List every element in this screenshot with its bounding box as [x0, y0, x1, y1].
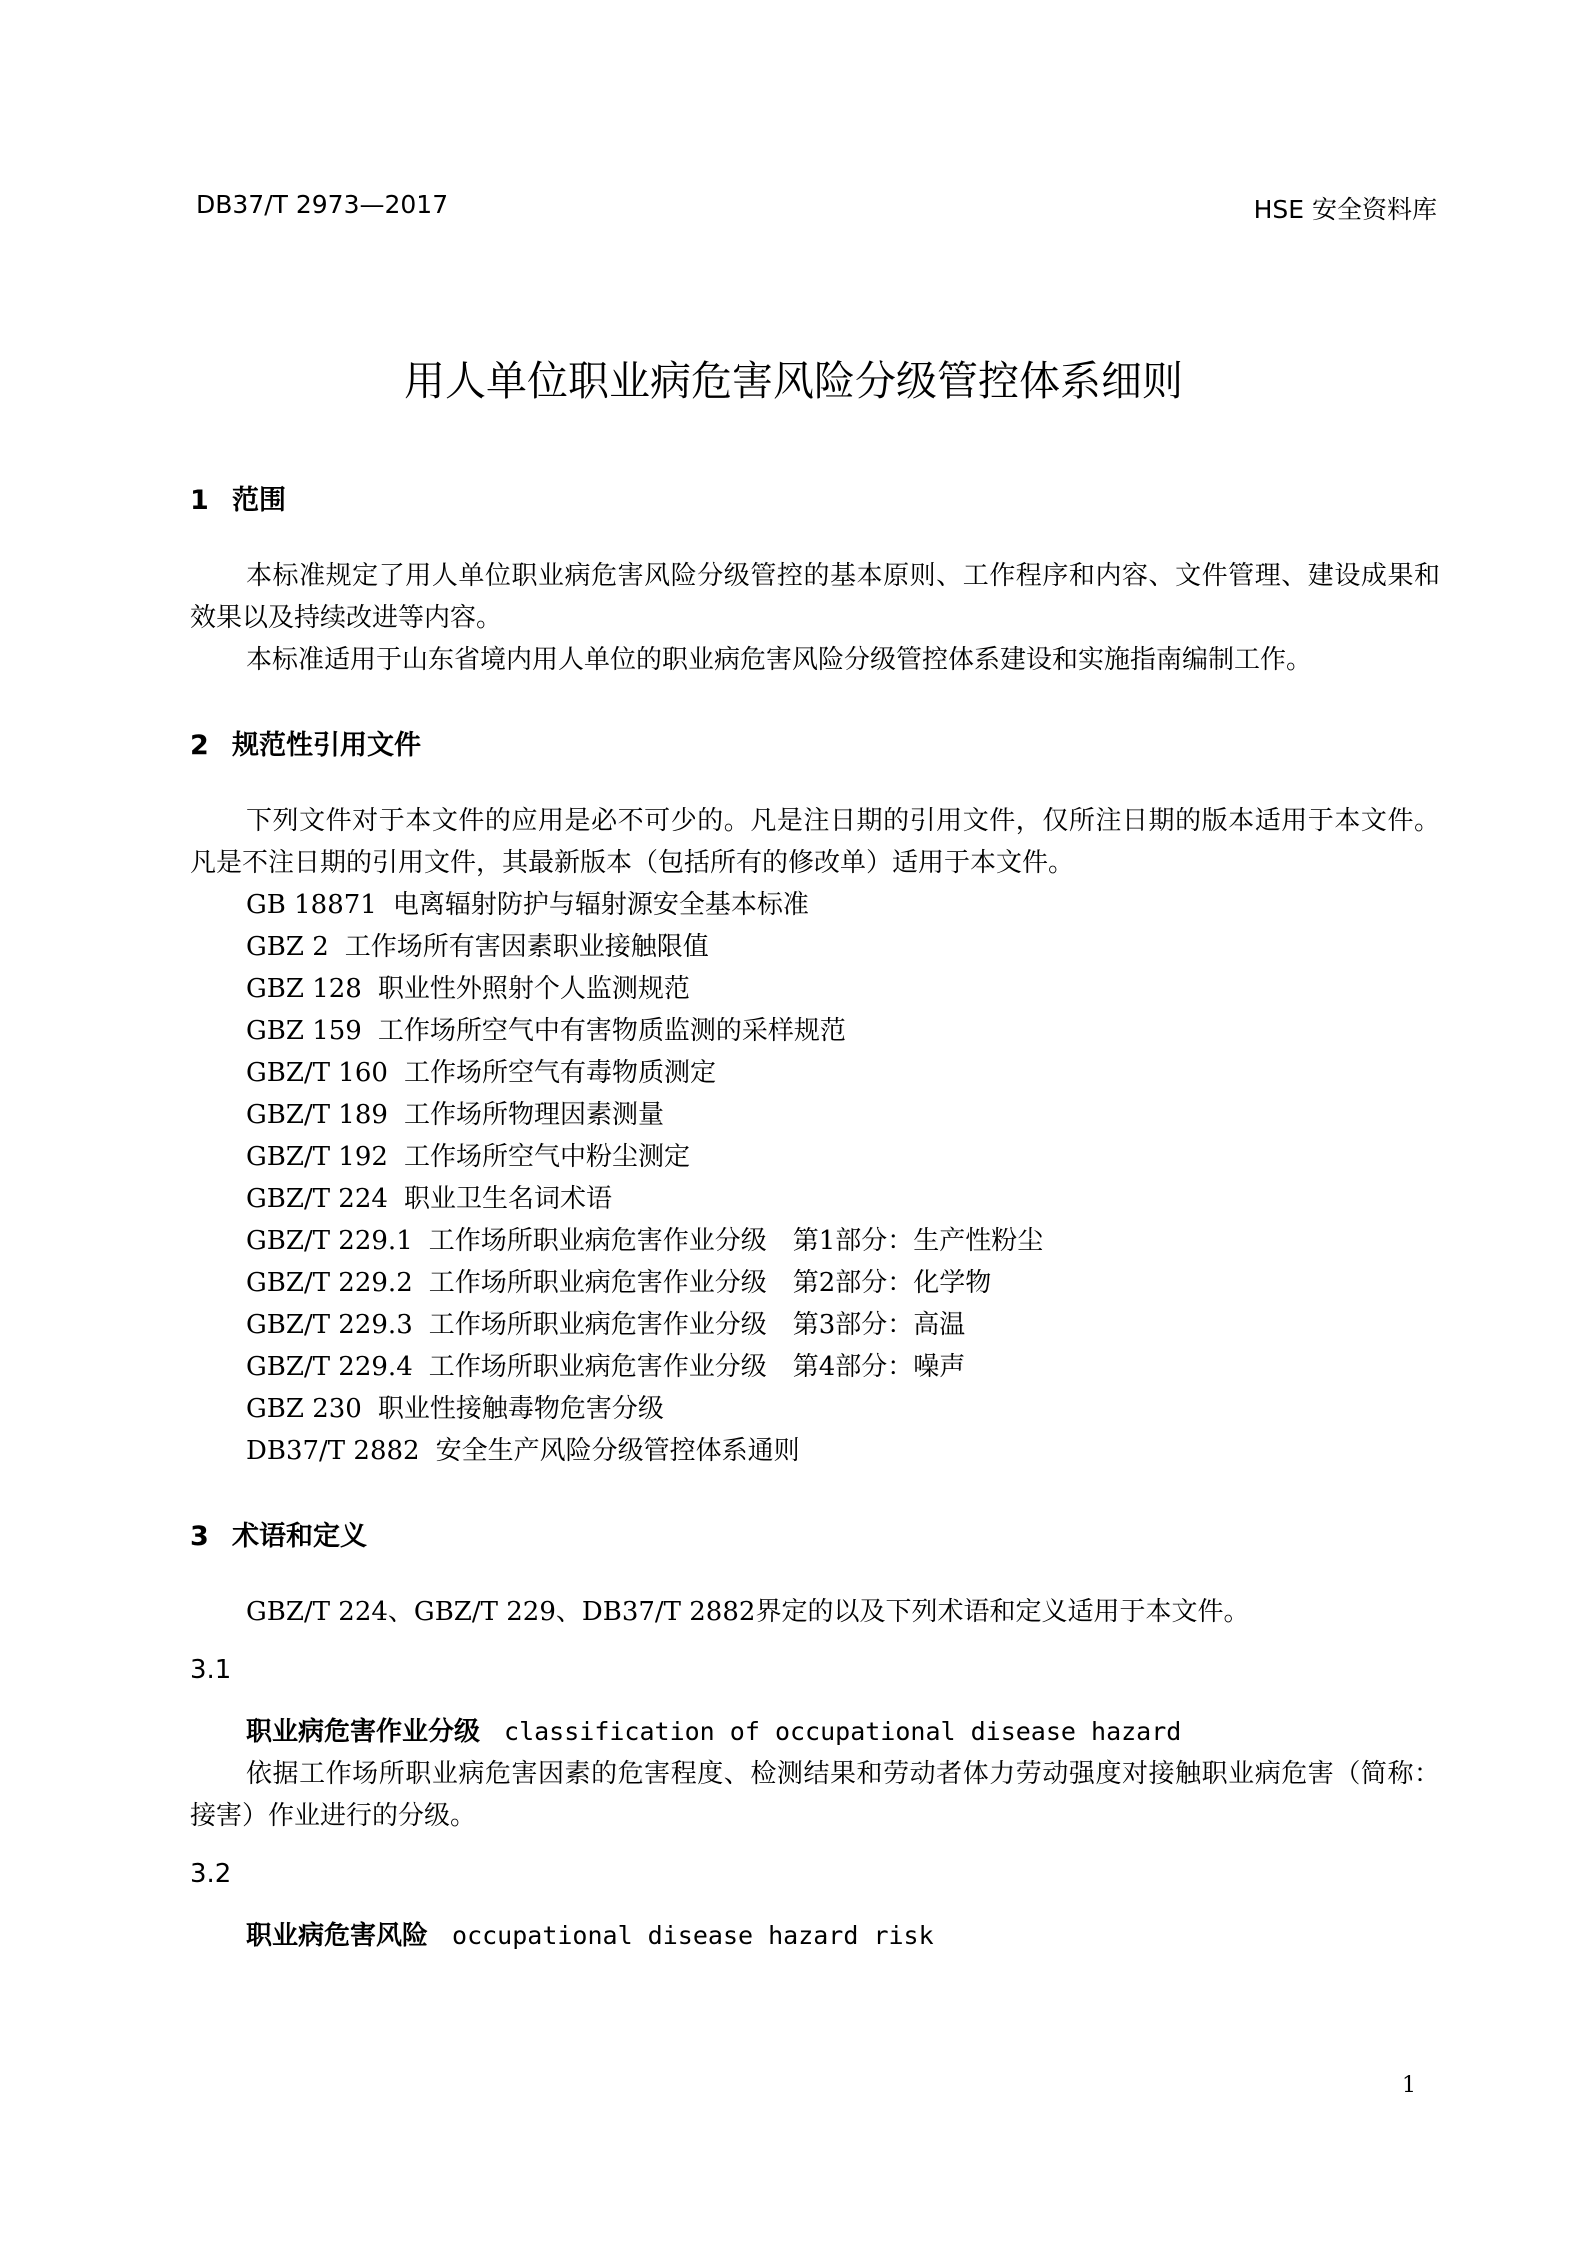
reference-code: GBZ/T 229.1	[246, 1226, 413, 1256]
section-number: 3	[190, 1521, 209, 1552]
document-title: 用人单位职业病危害风险分级管控体系细则	[404, 357, 1183, 405]
term-chinese: 职业病危害作业分级	[246, 1717, 481, 1747]
reference-name: 工作场所职业病危害作业分级 第1部分：生产性粉尘	[428, 1226, 1044, 1256]
header-library-name: HSE 安全资料库	[1253, 195, 1437, 224]
reference-name: 工作场所空气中粉尘测定	[403, 1142, 690, 1172]
list-item	[190, 884, 1440, 926]
term-entry	[190, 1915, 1440, 1957]
section-1-heading	[190, 478, 1440, 517]
reference-name: 工作场所空气有毒物质测定	[403, 1058, 716, 1088]
reference-code: GBZ/T 229.2	[246, 1268, 413, 1298]
reference-name: 工作场所职业病危害作业分级 第4部分：噪声	[428, 1352, 966, 1382]
reference-name: 工作场所物理因素测量	[403, 1100, 664, 1130]
reference-code: GBZ 159	[246, 1016, 362, 1046]
reference-name: 电离辐射防护与辐射源安全基本标准	[392, 890, 809, 920]
document-body	[190, 478, 1440, 1957]
section-number: 1	[190, 485, 209, 516]
reference-code: GBZ/T 189	[246, 1100, 388, 1130]
page-number: 1	[1402, 2073, 1416, 2098]
section-2-heading	[190, 723, 1440, 762]
paragraph: 下列文件对于本文件的应用是必不可少的。凡是注日期的引用文件，仅所注日期的版本适用于本文件。凡是不注日期的引用文件，其最新版本（包括所有的修改单）适用于本文件。	[190, 806, 1440, 878]
list-item	[190, 1430, 1440, 1472]
reference-name: 安全生产风险分级管控体系通则	[435, 1436, 800, 1466]
term-english: classification of occupational disease hazard	[504, 1717, 1182, 1746]
list-item	[190, 1136, 1440, 1178]
term-definition: 依据工作场所职业病危害因素的危害程度、检测结果和劳动者体力劳动强度对接触职业病危害（简称：接害）作业进行的分级。	[190, 1759, 1440, 1831]
reference-list	[190, 884, 1440, 1472]
header-standard-code: DB37/T 2973—2017	[196, 190, 449, 219]
reference-code: GBZ/T 224	[246, 1184, 388, 1214]
reference-code: GBZ 2	[246, 932, 329, 962]
reference-code: GBZ 230	[246, 1394, 362, 1424]
list-item	[190, 1388, 1440, 1430]
section-title: 术语和定义	[232, 1521, 367, 1552]
list-item	[190, 1052, 1440, 1094]
reference-code: GBZ 128	[246, 974, 362, 1004]
section-title: 规范性引用文件	[232, 730, 421, 761]
paragraph: GBZ/T 224、GBZ/T 229、DB37/T 2882界定的以及下列术语和定义适用于本文件。	[246, 1597, 1250, 1627]
list-item	[190, 968, 1440, 1010]
reference-name: 工作场所职业病危害作业分级 第3部分：高温	[428, 1310, 966, 1340]
reference-code: GBZ/T 192	[246, 1142, 388, 1172]
term-number: 3.2	[190, 1859, 232, 1889]
reference-code: GBZ/T 160	[246, 1058, 388, 1088]
reference-name: 职业性外照射个人监测规范	[377, 974, 690, 1004]
paragraph: 本标准适用于山东省境内用人单位的职业病危害风险分级管控体系建设和实施指南编制工作。	[246, 645, 1313, 675]
reference-code: GBZ/T 229.4	[246, 1352, 413, 1382]
term-number: 3.1	[190, 1655, 232, 1685]
reference-name: 职业性接触毒物危害分级	[377, 1394, 664, 1424]
reference-name: 工作场所空气中有害物质监测的采样规范	[377, 1016, 846, 1046]
section-number: 2	[190, 730, 209, 761]
list-item	[190, 1346, 1440, 1388]
list-item	[190, 926, 1440, 968]
reference-name: 工作场所有害因素职业接触限值	[344, 932, 709, 962]
reference-code: GB 18871	[246, 890, 377, 920]
term-entry	[190, 1711, 1440, 1753]
reference-code: GBZ/T 229.3	[246, 1310, 413, 1340]
list-item	[190, 1010, 1440, 1052]
reference-name: 工作场所职业病危害作业分级 第2部分：化学物	[428, 1268, 992, 1298]
term-chinese: 职业病危害风险	[246, 1921, 429, 1951]
section-title: 范围	[232, 485, 286, 516]
list-item	[190, 1220, 1440, 1262]
section-3-heading	[190, 1514, 1440, 1553]
list-item	[190, 1094, 1440, 1136]
reference-name: 职业卫生名词术语	[403, 1184, 612, 1214]
list-item	[190, 1304, 1440, 1346]
term-english: occupational disease hazard risk	[452, 1921, 934, 1950]
list-item	[190, 1178, 1440, 1220]
list-item	[190, 1262, 1440, 1304]
reference-code: DB37/T 2882	[246, 1436, 420, 1466]
paragraph: 本标准规定了用人单位职业病危害风险分级管控的基本原则、工作程序和内容、文件管理、建设成果和效果以及持续改进等内容。	[190, 561, 1440, 633]
